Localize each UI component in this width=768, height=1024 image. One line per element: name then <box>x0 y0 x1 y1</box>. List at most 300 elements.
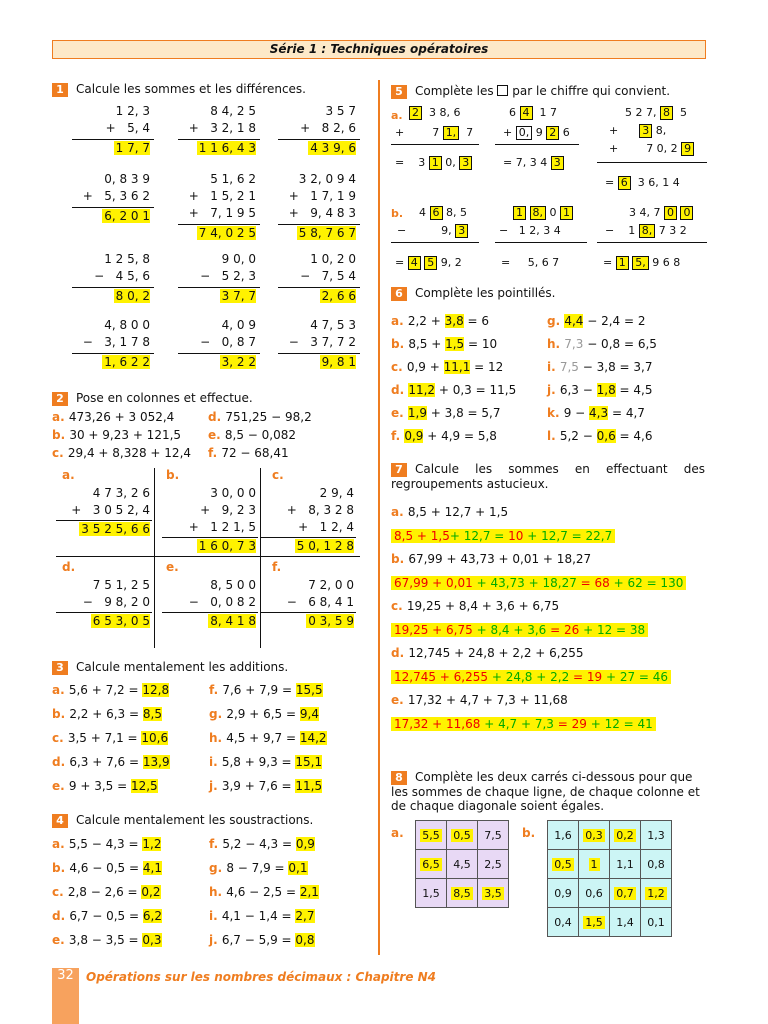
operation-line: 1 2 5, 8 <box>104 252 150 266</box>
fill-item <box>547 406 645 420</box>
item-answer: 7,3 <box>564 337 584 351</box>
item-label: b. <box>52 861 70 875</box>
fill-item <box>391 314 489 328</box>
operation-line: + 5, 4 <box>105 121 150 135</box>
item-answer: 1,5 <box>445 337 465 351</box>
mental-item <box>209 683 359 697</box>
square-cell <box>416 850 447 879</box>
mental-item <box>52 779 202 793</box>
item-question: 2,9 + 6,5 = <box>226 707 300 721</box>
column-line: + 1 2 1, 5 <box>188 520 256 534</box>
ex3-heading <box>52 660 288 675</box>
ex7-number: 7 <box>391 463 407 477</box>
item-answer: 9,4 <box>299 707 319 721</box>
item-label: e. <box>52 779 69 793</box>
ex4-heading <box>52 813 313 828</box>
regroup-question <box>391 552 591 566</box>
item-prefix: 6,3 − <box>559 383 597 397</box>
ex5-a2-result: = 7, 3 4 3 <box>503 156 564 170</box>
answer-sum-2: + 12 = 38 <box>579 623 646 637</box>
ex5-b2-result: = 5, 6 7 <box>501 256 560 269</box>
operation-bar <box>178 139 260 140</box>
fill-item <box>391 406 501 420</box>
mental-item <box>209 837 359 851</box>
ex5-b-bar <box>391 242 479 243</box>
ex3-title: Calcule mentalement les additions. <box>76 660 289 674</box>
column-bar <box>260 537 356 538</box>
square-cell <box>610 850 641 879</box>
item-label: h. <box>209 885 227 899</box>
ex5-b3-bar <box>597 242 707 243</box>
answer-group-2: + 8,4 + 3,6 <box>472 623 547 637</box>
item-question: 5,2 − 4,3 = <box>222 837 296 851</box>
cell-value: 1,4 <box>616 915 634 929</box>
item-suffix: = 4,5 <box>615 383 653 397</box>
ex5-operations <box>391 104 711 279</box>
grid-vline-2 <box>260 468 261 648</box>
cell-value: 0,4 <box>554 915 572 929</box>
square-row <box>416 821 509 850</box>
column-line: + 3 0 5 2, 4 <box>71 503 150 517</box>
item-question: 2,2 + 6,3 = <box>69 707 143 721</box>
operation-bar <box>72 207 154 208</box>
ex5-b-result: = 4 5 9, 2 <box>395 256 462 269</box>
item-label: k. <box>547 406 564 420</box>
ex5-a-line1: 2 3 8, 6 <box>409 106 460 120</box>
item-label: e. <box>391 406 408 420</box>
column-label: f. <box>272 560 282 574</box>
cell-value: 0,3 <box>585 828 603 842</box>
ex2-heading <box>52 391 253 406</box>
column-result: 3 5 2 5, 6 6 <box>81 522 150 536</box>
ex2-statement <box>52 410 174 424</box>
answer-sum-2: + 12,7 = 22,7 <box>523 529 613 543</box>
square-cell <box>579 821 610 850</box>
item-label: l. <box>547 429 560 443</box>
cell-value: 6,5 <box>422 857 440 871</box>
square-cell <box>548 879 579 908</box>
item-question: 6,3 + 7,6 = <box>69 755 143 769</box>
answer-group-1: 67,99 + 0,01 <box>394 576 473 590</box>
item-label: b. <box>52 428 70 442</box>
ex5-heading <box>391 84 670 99</box>
operation-result: 7 4, 0 2 5 <box>198 226 256 240</box>
item-answer: 1,9 <box>407 406 427 420</box>
item-question: 5,8 + 9,3 = <box>221 755 296 769</box>
operation-result: 2, 6 6 <box>321 289 356 303</box>
item-answer: 4,3 <box>589 406 609 420</box>
cell-value: 0,6 <box>585 886 603 900</box>
answer-group-2: + 43,73 + 18,27 <box>472 576 577 590</box>
item-label: a. <box>52 683 69 697</box>
ex5-a3-bar <box>597 162 707 163</box>
operation-result: 1 7, 7 <box>115 141 150 155</box>
cell-value: 0,5 <box>554 857 572 871</box>
operation-line: 3 2, 0 9 4 <box>298 172 356 186</box>
square-cell <box>641 879 672 908</box>
page-title: Série 1 : Techniques opératoires <box>269 42 489 56</box>
item-answer: 7,5 <box>559 360 579 374</box>
item-question: 7,6 + 7,9 = <box>222 683 296 697</box>
ex1-heading <box>52 82 306 97</box>
column-line: − 0, 0 8 2 <box>188 595 256 609</box>
operation-bar <box>178 224 260 225</box>
item-expression: 8,5 − 0,082 <box>224 428 296 442</box>
square-cell <box>447 850 478 879</box>
item-answer: 12,5 <box>130 779 158 793</box>
column-result: 1 6 0, 7 3 <box>198 539 256 553</box>
item-suffix: = 4,6 <box>615 429 653 443</box>
ex5-b-label: b. <box>391 207 404 220</box>
answer-group-1: 12,745 + 6,255 <box>394 670 489 684</box>
mental-item <box>52 707 202 721</box>
item-label: f. <box>391 429 405 443</box>
square-cell <box>548 908 579 937</box>
footer-page-box <box>52 968 79 1024</box>
cell-value: 4,5 <box>453 857 471 871</box>
item-expression: 12,745 + 24,8 + 2,2 + 6,255 <box>408 646 584 660</box>
answer-sum-2: + 27 = 46 <box>602 670 669 684</box>
item-question: 5,5 − 4,3 = <box>68 837 143 851</box>
item-answer: 12,8 <box>142 683 170 697</box>
ex3-list <box>52 683 372 803</box>
ex5-a-label: a. <box>391 109 403 122</box>
ex8-a-label: a. <box>391 826 404 840</box>
regroup-answer <box>391 623 648 637</box>
ex3-number: 3 <box>52 661 68 675</box>
item-question: 4,6 − 2,5 = <box>226 885 300 899</box>
regroup-question <box>391 693 568 707</box>
item-label: b. <box>52 707 70 721</box>
footer-chapter <box>86 970 436 984</box>
cell-value: 5,5 <box>422 828 440 842</box>
column-label: c. <box>272 468 284 482</box>
cell-value: 0,2 <box>616 828 634 842</box>
operation-line: + 3 2, 1 8 <box>188 121 256 135</box>
operation-line: 4 7, 5 3 <box>310 318 356 332</box>
square-cell <box>416 879 447 908</box>
item-label: i. <box>547 360 560 374</box>
operation-line: + 9, 4 8 3 <box>288 206 356 220</box>
item-label: h. <box>209 731 227 745</box>
column-line: 7 5 1, 2 5 <box>92 578 150 592</box>
item-answer: 1,2 <box>142 837 162 851</box>
operation-line: 1 2, 3 <box>115 104 150 118</box>
ex5-a-line2: + 7 1, 7 <box>395 126 474 139</box>
mental-item <box>209 933 359 947</box>
operation-bar <box>278 139 360 140</box>
operation-line: 4, 0 9 <box>221 318 256 332</box>
item-prefix: 8,5 + <box>408 337 446 351</box>
item-label: d. <box>208 410 226 424</box>
item-answer: 4,4 <box>564 314 584 328</box>
item-label: d. <box>52 755 70 769</box>
operation-line: + 8 2, 6 <box>300 121 356 135</box>
ex5-b2-line2: − 1 2, 3 4 <box>499 224 561 237</box>
column-label: b. <box>166 468 180 482</box>
ex5-a3-line3: + 7 0, 2 9 <box>609 142 694 156</box>
mental-item <box>52 683 202 697</box>
operation-line: − 5 2, 3 <box>200 269 256 283</box>
fill-item <box>391 383 516 397</box>
item-answer: 0,9 <box>295 837 315 851</box>
item-question: 2,8 − 2,6 = <box>67 885 142 899</box>
column-line: + 1 2, 4 <box>298 520 354 534</box>
item-label: c. <box>52 885 68 899</box>
operation-result: 6, 2 0 1 <box>104 209 150 223</box>
ex7-title: Calcule les sommes en effectuant des regroupements astucieux. <box>391 462 705 491</box>
operation-line: 3 5 7 <box>325 104 356 118</box>
square-cell <box>548 850 579 879</box>
square-cell <box>641 850 672 879</box>
answer-group-1: 8,5 + 1,5 <box>394 529 450 543</box>
item-label: d. <box>391 646 409 660</box>
item-answer: 8,5 <box>142 707 162 721</box>
mental-item <box>52 933 202 947</box>
item-suffix: + 4,9 = 5,8 <box>423 429 497 443</box>
item-label: g. <box>547 314 565 328</box>
operation-result: 5 8, 7 6 7 <box>298 226 356 240</box>
item-label: e. <box>208 428 225 442</box>
ex4-number: 4 <box>52 814 68 828</box>
item-label: d. <box>391 383 409 397</box>
operation-line: − 0, 8 7 <box>200 335 256 349</box>
item-label: b. <box>391 552 409 566</box>
item-question: 4,1 − 1,4 = <box>221 909 296 923</box>
item-label: f. <box>208 446 222 460</box>
item-prefix: 0,9 + <box>406 360 444 374</box>
item-answer: 0,1 <box>288 861 308 875</box>
ex2-column-grid <box>56 468 360 648</box>
ex5-a-bar <box>391 144 479 145</box>
square-row <box>548 908 672 937</box>
cell-value: 0,1 <box>647 915 665 929</box>
ex5-title-a: Complète les <box>415 84 494 98</box>
ex2-statement <box>208 410 312 424</box>
item-label: a. <box>391 314 408 328</box>
fill-item <box>547 337 657 351</box>
square-row <box>548 821 672 850</box>
square-row <box>548 850 672 879</box>
ex6-heading <box>391 286 555 301</box>
item-answer: 1,8 <box>596 383 616 397</box>
column-label: a. <box>62 468 75 482</box>
grid-hline <box>56 556 360 557</box>
ex2-title: Pose en colonnes et effectue. <box>76 391 253 405</box>
item-question: 4,6 − 0,5 = <box>69 861 143 875</box>
answer-sum-1: = 68 <box>576 576 610 590</box>
mental-item <box>209 707 359 721</box>
operation-line: 5 1, 6 2 <box>210 172 256 186</box>
answer-group-1: 17,32 + 11,68 <box>394 717 481 731</box>
cell-value: 7,5 <box>484 828 502 842</box>
item-label: i. <box>209 755 222 769</box>
square-cell <box>478 879 509 908</box>
operation-line: 1 0, 2 0 <box>310 252 356 266</box>
square-cell <box>579 850 610 879</box>
mental-item <box>52 861 202 875</box>
operation-line: + 5, 3 6 2 <box>82 189 150 203</box>
ex2-statement <box>52 446 191 460</box>
mental-item <box>52 837 202 851</box>
item-answer: 3,8 <box>444 314 464 328</box>
item-expression: 17,32 + 4,7 + 7,3 + 11,68 <box>407 693 568 707</box>
item-answer: 11,2 <box>408 383 436 397</box>
answer-group-2: + 12,7 = <box>449 529 509 543</box>
ex5-a2-bar <box>495 144 579 145</box>
ex7-heading <box>391 462 705 492</box>
regroup-question <box>391 505 508 519</box>
item-prefix: 2,2 + <box>407 314 445 328</box>
regroup-answer <box>391 576 686 590</box>
item-answer: 2,7 <box>295 909 315 923</box>
operation-line: 9 0, 0 <box>221 252 256 266</box>
item-answer: 13,9 <box>142 755 170 769</box>
item-label: b. <box>391 337 409 351</box>
item-answer: 0,9 <box>404 429 424 443</box>
operation-line: 8 4, 2 5 <box>210 104 256 118</box>
regroup-question <box>391 599 559 613</box>
square-cell <box>447 879 478 908</box>
mental-item <box>209 779 359 793</box>
item-expression: 30 + 9,23 + 121,5 <box>69 428 182 442</box>
item-label: j. <box>209 779 222 793</box>
column-result: 6 5 3, 0 5 <box>92 614 150 628</box>
operation-bar <box>278 353 360 354</box>
cell-value: 1,3 <box>647 828 665 842</box>
operation-result: 9, 8 1 <box>321 355 356 369</box>
operation-result: 8 0, 2 <box>115 289 150 303</box>
item-label: i. <box>209 909 222 923</box>
ex5-a3-line2: + 3 8, <box>609 124 667 137</box>
answer-group-2: + 4,7 + 7,3 <box>480 717 554 731</box>
ex6-list <box>391 314 711 454</box>
item-expression: 72 − 68,41 <box>221 446 289 460</box>
item-answer: 0,6 <box>596 429 616 443</box>
fill-item <box>547 429 653 443</box>
item-answer: 0,3 <box>142 933 162 947</box>
operation-line: + 7, 1 9 5 <box>188 206 256 220</box>
item-label: j. <box>547 383 560 397</box>
ex1-title: Calcule les sommes et les différences. <box>76 82 306 96</box>
column-result: 5 0, 1 2 8 <box>296 539 354 553</box>
item-answer: 11,1 <box>443 360 471 374</box>
column-result: 8, 4 1 8 <box>210 614 256 628</box>
operation-line: − 3, 1 7 8 <box>82 335 150 349</box>
cell-value: 2,5 <box>484 857 502 871</box>
operation-bar <box>178 287 260 288</box>
cell-value: 0,5 <box>453 828 471 842</box>
item-label: c. <box>391 360 407 374</box>
ex5-b2-bar <box>495 242 587 243</box>
item-prefix: 5,2 − <box>559 429 597 443</box>
square-cell <box>610 908 641 937</box>
cell-value: 0,7 <box>616 886 634 900</box>
regroup-answer <box>391 717 656 731</box>
item-answer: 0,2 <box>141 885 161 899</box>
item-label: c. <box>391 599 407 613</box>
operation-line: 0, 8 3 9 <box>104 172 150 186</box>
column-divider <box>378 80 380 955</box>
item-question: 3,9 + 7,6 = <box>221 779 296 793</box>
regroup-question <box>391 646 584 660</box>
cell-value: 1,2 <box>647 886 665 900</box>
square-cell <box>579 879 610 908</box>
cell-value: 1,5 <box>422 886 440 900</box>
item-answer: 2,1 <box>299 885 319 899</box>
column-line: 2 9, 4 <box>319 486 354 500</box>
column-line: + 8, 3 2 8 <box>286 503 354 517</box>
ex8-b-label: b. <box>522 826 536 840</box>
mental-item <box>209 755 359 769</box>
item-label: a. <box>391 505 408 519</box>
operation-line: + 1 5, 2 1 <box>188 189 256 203</box>
item-label: e. <box>391 693 408 707</box>
item-expression: 8,5 + 12,7 + 1,5 <box>407 505 509 519</box>
cell-value: 8,5 <box>453 886 471 900</box>
column-bar <box>162 612 258 613</box>
item-question: 8 − 7,9 = <box>226 861 289 875</box>
item-label: h. <box>547 337 565 351</box>
ex8-heading <box>391 770 705 813</box>
cell-value: 0,8 <box>647 857 665 871</box>
item-label: j. <box>209 933 222 947</box>
item-label: g. <box>209 861 227 875</box>
ex5-b-line1: 4 6 8, 5 <box>419 206 467 219</box>
operation-bar <box>278 287 360 288</box>
mental-item <box>52 755 202 769</box>
ex5-a3-result: = 6 3 6, 1 4 <box>605 176 680 189</box>
ex5-title-b: par le chiffre qui convient. <box>512 84 671 98</box>
operation-bar <box>178 353 260 354</box>
item-label: c. <box>52 731 68 745</box>
item-label: e. <box>52 933 69 947</box>
item-label: a. <box>52 410 69 424</box>
item-answer: 4,1 <box>142 861 162 875</box>
item-question: 4,5 + 9,7 = <box>226 731 300 745</box>
ex5-b3-result: = 1 5, 9 6 8 <box>603 256 681 269</box>
mental-item <box>209 731 359 745</box>
column-line: 7 2, 0 0 <box>308 578 354 592</box>
column-result: 0 3, 5 9 <box>308 614 354 628</box>
empty-box-icon <box>497 85 508 96</box>
item-label: f. <box>209 683 223 697</box>
ex2-number: 2 <box>52 392 68 406</box>
ex5-a2-line1: 6 4 1 7 <box>509 106 557 119</box>
square-row <box>416 850 509 879</box>
ex5-b3-line2: − 1 8, 7 3 2 <box>605 224 687 237</box>
operation-result: 3 7, 7 <box>221 289 256 303</box>
mental-item <box>209 861 359 875</box>
item-label: c. <box>52 446 68 460</box>
operation-result: 4 3 9, 6 <box>310 141 356 155</box>
ex2-statement <box>208 446 289 460</box>
column-line: − 9 8, 2 0 <box>82 595 150 609</box>
answer-sum-1: = 26 <box>546 623 580 637</box>
mental-item <box>52 909 202 923</box>
item-question: 3,5 + 7,1 = <box>67 731 142 745</box>
operation-line: − 3 7, 7 2 <box>288 335 356 349</box>
cell-value: 1,6 <box>554 828 572 842</box>
item-suffix: + 0,3 = 11,5 <box>435 383 517 397</box>
answer-sum-2: + 62 = 130 <box>609 576 684 590</box>
cell-value: 1,1 <box>616 857 634 871</box>
regroup-answer <box>391 529 615 543</box>
fill-item <box>547 383 653 397</box>
magic-square-table <box>547 820 672 937</box>
item-expression: 19,25 + 8,4 + 3,6 + 6,75 <box>406 599 560 613</box>
square-row <box>416 879 509 908</box>
